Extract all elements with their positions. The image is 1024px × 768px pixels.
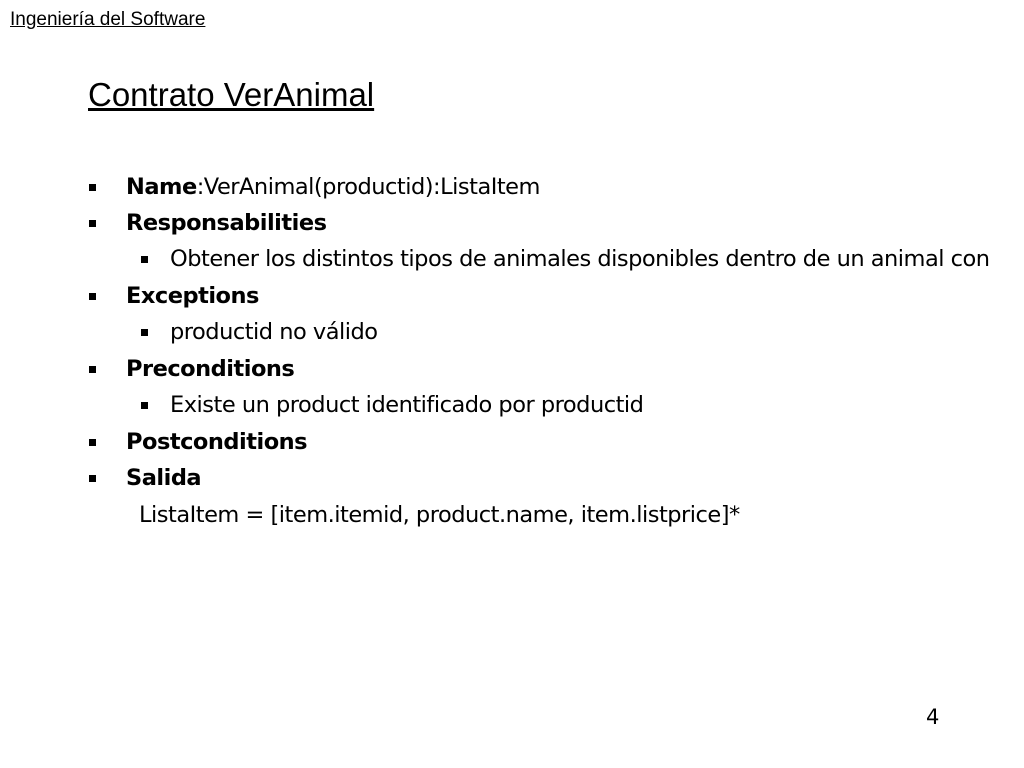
name-label: Name <box>126 174 197 200</box>
square-bullet-icon <box>89 439 96 446</box>
exceptions-text: productid no válido <box>170 319 378 345</box>
name-value: :VerAnimal(productid):ListaItem <box>196 174 540 200</box>
responsabilities-label: Responsabilities <box>126 210 327 236</box>
slide-title: Contrato VerAnimal <box>88 76 375 113</box>
preconditions-text: Existe un product identificado por productid <box>170 392 644 418</box>
square-bullet-icon <box>89 184 96 191</box>
page-number: 4 <box>926 705 940 729</box>
square-bullet-icon <box>89 366 96 373</box>
square-bullet-icon <box>89 220 96 227</box>
preconditions-label: Preconditions <box>126 356 295 382</box>
exceptions-label: Exceptions <box>126 283 259 309</box>
salida-value: ListaItem = [item.itemid, product.name, item.listprice]* <box>139 502 740 528</box>
course-name: Ingeniería del Software <box>10 9 206 30</box>
square-bullet-icon <box>141 329 148 336</box>
salida-label: Salida <box>126 465 202 491</box>
square-bullet-icon <box>89 293 96 300</box>
square-bullet-icon <box>141 402 148 409</box>
square-bullet-icon <box>141 256 148 263</box>
responsabilities-text: Obtener los distintos tipos de animales disponibles dentro de un animal con <box>170 246 990 272</box>
postconditions-label: Postconditions <box>126 429 308 455</box>
square-bullet-icon <box>89 475 96 482</box>
